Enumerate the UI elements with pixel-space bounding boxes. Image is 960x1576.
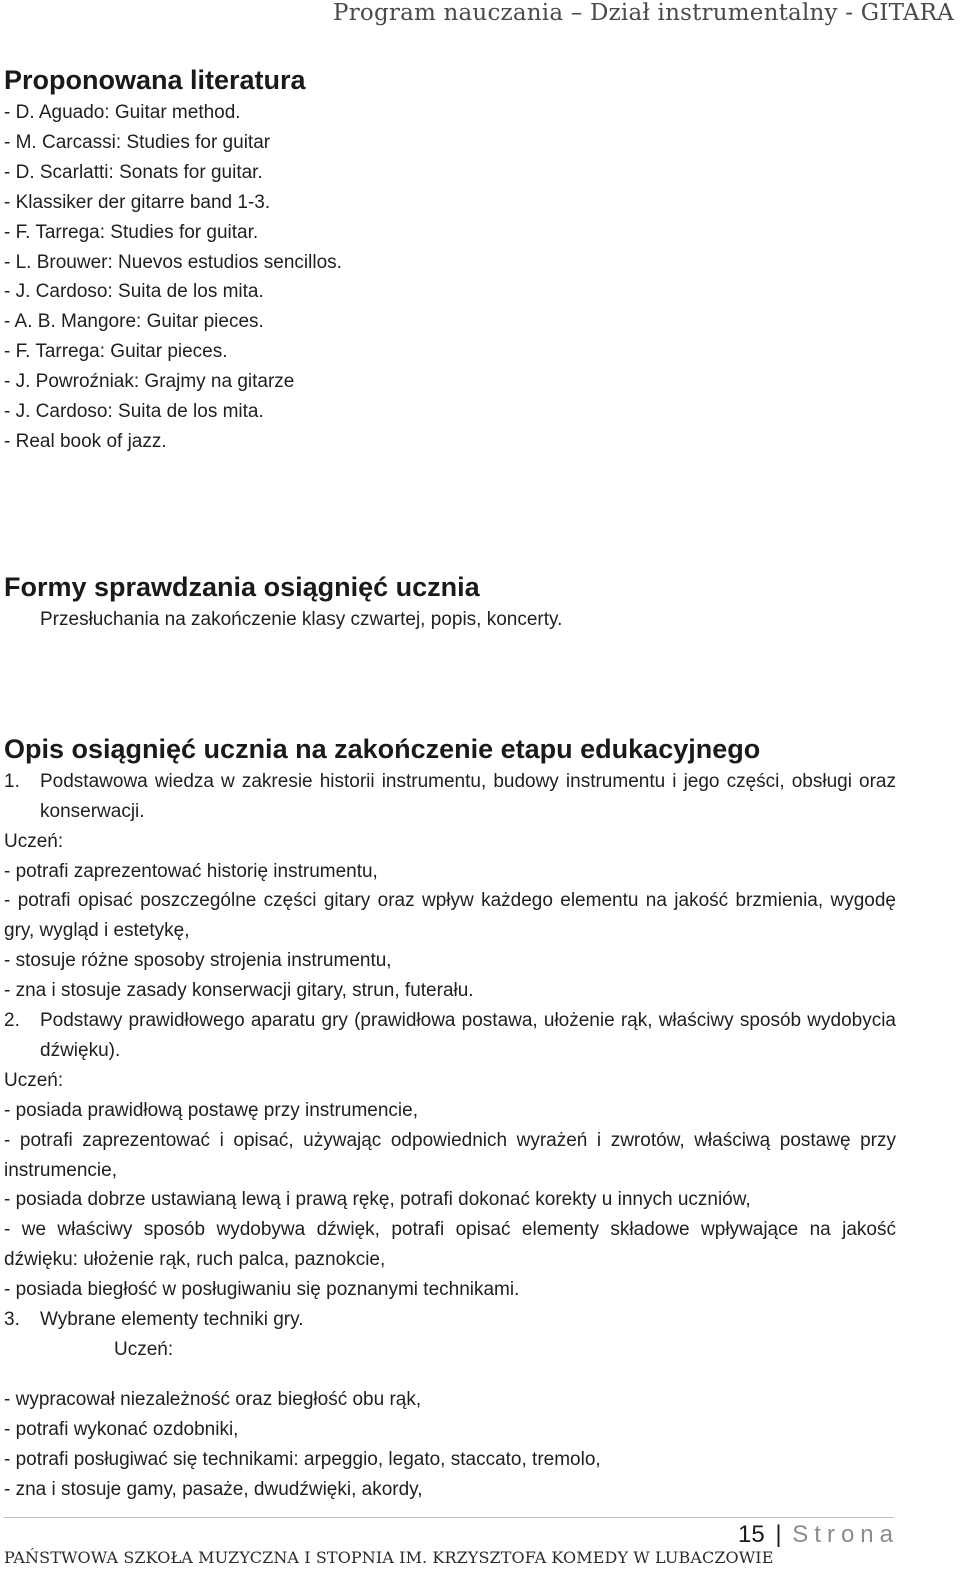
footer-school-name: PAŃSTWOWA SZKOŁA MUZYCZNA I STOPNIA IM. KRZYSZTOFA KOMEDY W LUBACZOWIE bbox=[4, 1548, 774, 1567]
list-item: - posiada biegłość w posługiwaniu się poznanymi technikami. bbox=[4, 1279, 520, 1301]
list-item: - zna i stosuje zasady konserwacji gitary, strun, futerału. bbox=[4, 980, 474, 1002]
list-group bbox=[4, 1385, 896, 1505]
page-number-block bbox=[738, 1521, 899, 1549]
section-number: 2. bbox=[4, 1010, 20, 1032]
uczen-label: Uczeń: bbox=[4, 1069, 64, 1091]
section-number: 1. bbox=[4, 770, 20, 792]
list-item: - zna i stosuje gamy, pasaże, dwudźwięki, akordy, bbox=[4, 1478, 423, 1500]
literature-item: - Real book of jazz. bbox=[4, 430, 167, 452]
forms-heading: Formy sprawdzania osiągnięć ucznia bbox=[4, 571, 480, 602]
page-header: Program nauczania – Dział instrumentalny - GITARA bbox=[333, 0, 954, 26]
list-item: - we właściwy sposób wydobywa dźwięk, potrafi opisać elementy składowe wpływające na jakość dźwięku: ułożenie rąk, ruch palca, paznokcie, bbox=[4, 1219, 896, 1271]
achievements-section bbox=[4, 731, 896, 1505]
page-content bbox=[4, 62, 896, 1505]
forms-section bbox=[4, 569, 896, 635]
page-word: Strona bbox=[792, 1521, 899, 1548]
list-item: - posiada prawidłową postawę przy instrumencie, bbox=[4, 1099, 418, 1121]
literature-item: - J. Powroźniak: Grajmy na gitarze bbox=[4, 371, 295, 393]
section-3-title bbox=[4, 1305, 896, 1335]
literature-item: - Klassiker der gitarre band 1-3. bbox=[4, 191, 271, 213]
list-item: - potrafi zaprezentować i opisać, używając odpowiednich wyrażeń i zwrotów, właściwą postawę przy instrumencie, bbox=[4, 1129, 896, 1181]
literature-item: - J. Cardoso: Suita de los mita. bbox=[4, 401, 264, 423]
literature-item: - L. Brouwer: Nuevos estudios sencillos. bbox=[4, 251, 342, 273]
literature-item: - F. Tarrega: Guitar pieces. bbox=[4, 341, 228, 363]
literature-item: - J. Cardoso: Suita de los mita. bbox=[4, 281, 264, 303]
list-item: - posiada dobrze ustawianą lewą i prawą rękę, potrafi dokonać korekty u innych uczniów, bbox=[4, 1189, 751, 1211]
page-number-separator: | bbox=[775, 1521, 782, 1548]
section-title: Podstawy prawidłowego aparatu gry (prawidłowa postawa, ułożenie rąk, właściwy sposób wydobycia dźwięku). bbox=[40, 1010, 896, 1061]
list-item: - potrafi zaprezentować historię instrumentu, bbox=[4, 860, 378, 882]
literature-heading: Proponowana literatura bbox=[4, 65, 306, 95]
forms-text: Przesłuchania na zakończenie klasy czwartej, popis, koncerty. bbox=[40, 608, 563, 630]
literature-item: - A. B. Mangore: Guitar pieces. bbox=[4, 311, 264, 333]
section-2-title bbox=[4, 1006, 896, 1066]
list-item: - stosuje różne sposoby strojenia instrumentu, bbox=[4, 950, 392, 972]
uczen-label: Uczeń: bbox=[114, 1339, 174, 1360]
achievements-heading: Opis osiągnięć ucznia na zakończenie etapu edukacyjnego bbox=[4, 733, 761, 764]
section-number: 3. bbox=[4, 1309, 20, 1331]
section-1-title bbox=[4, 767, 896, 827]
section-title: Podstawowa wiedza w zakresie historii instrumentu, budowy instrumentu i jego części, obsługi oraz konserwacji. bbox=[40, 770, 896, 822]
list-item: - wypracował niezależność oraz biegłość obu rąk, bbox=[4, 1388, 422, 1410]
literature-section bbox=[4, 62, 896, 457]
section-title: Wybrane elementy techniki gry. bbox=[40, 1309, 304, 1331]
list-item: - potrafi opisać poszczególne części gitary oraz wpływ każdego elementu na jakość brzmienia, wygodę gry, wygląd i estetykę, bbox=[4, 890, 896, 942]
list-item: - potrafi posługiwać się technikami: arpeggio, legato, staccato, tremolo, bbox=[4, 1448, 601, 1470]
footer-divider bbox=[4, 1517, 894, 1518]
literature-item: - D. Scarlatti: Sonats for guitar. bbox=[4, 161, 263, 183]
literature-item: - F. Tarrega: Studies for guitar. bbox=[4, 221, 259, 243]
literature-item: - M. Carcassi: Studies for guitar bbox=[4, 131, 271, 153]
list-item: - potrafi wykonać ozdobniki, bbox=[4, 1418, 239, 1440]
literature-item: - D. Aguado: Guitar method. bbox=[4, 102, 241, 123]
page-number: 15 bbox=[738, 1521, 765, 1548]
uczen-label: Uczeń: bbox=[4, 830, 64, 852]
